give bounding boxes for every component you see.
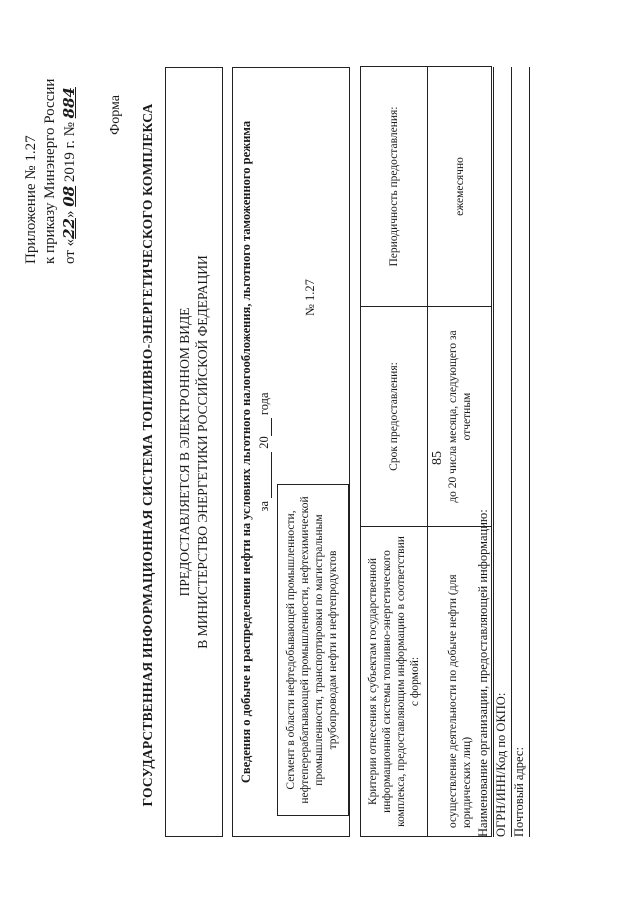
main-title: ГОСУДАРСТВЕННАЯ ИНФОРМАЦИОННАЯ СИСТЕМА ТОПЛИВНО-ЭНЕРГЕТИЧЕСКОГО КОМПЛЕКСА bbox=[140, 103, 155, 807]
deadline-value: до 20 числа месяца, следующего за отчетным bbox=[428, 307, 492, 527]
criteria-table bbox=[360, 66, 492, 837]
period-year-blank bbox=[259, 418, 272, 436]
segment-cell bbox=[277, 484, 349, 816]
frequency-header: Периодичность предоставления: bbox=[361, 67, 428, 307]
frequency-value: ежемесячно bbox=[428, 67, 492, 307]
report-info-box bbox=[232, 67, 350, 837]
criteria-header: Критерии отнесения к субъектам государственной информационной системы топливно-энергетического комплекса, предоставляющим информацию в соответствии с формой: bbox=[361, 527, 428, 837]
order-number: 884 bbox=[60, 87, 78, 119]
date-mid: » bbox=[62, 206, 78, 219]
annex-order: к приказу Минэнерго России bbox=[42, 78, 58, 264]
address-line: Почтовый адрес: bbox=[512, 67, 530, 837]
date-prefix: от « bbox=[62, 238, 78, 264]
submission-box bbox=[165, 67, 223, 837]
page-number: 85 bbox=[430, 451, 445, 465]
date-month: 08 bbox=[60, 185, 78, 207]
period-prefix: за bbox=[257, 501, 271, 512]
submission-line-2: В МИНИСТЕРСТВО ЭНЕРГЕТИКИ РОССИЙСКОЙ ФЕДЕРАЦИИ bbox=[195, 255, 210, 649]
period-month-blank bbox=[259, 452, 272, 498]
period-suffix: года bbox=[257, 392, 271, 416]
deadline-header: Срок предоставления: bbox=[361, 307, 428, 527]
annex-block bbox=[22, 34, 80, 264]
annex-date bbox=[60, 34, 80, 264]
annex-title: Приложение № 1.27 bbox=[23, 135, 39, 264]
segment-text: Сегмент в области нефтедобывающей промышленности, нефтеперерабатывающей промышленности, нефтехимической промышленности, транспортировки по магистральным трубопроводам нефти и нефтепродуктов bbox=[285, 496, 339, 804]
date-number-prefix: г. № bbox=[62, 118, 78, 153]
organization-name-line: Наименование организации, предоставляющей информацию: bbox=[476, 67, 494, 837]
ogrn-line: ОГРН/ИНН/Код по ОКПО: bbox=[494, 67, 512, 837]
report-title: Сведения о добыче и распределении нефти на условиях льготного налогообложения, льготного таможенного режима bbox=[239, 120, 253, 784]
date-day: 22 bbox=[60, 218, 78, 239]
criteria-value: осуществление деятельности по добыче нефти (для юридических лиц) bbox=[428, 527, 492, 837]
form-number: № 1.27 bbox=[303, 279, 317, 316]
report-period bbox=[257, 68, 272, 836]
form-label: Форма bbox=[108, 95, 123, 135]
period-year-prefix: 20 bbox=[257, 436, 271, 449]
submission-line-1: ПРЕДОСТАВЛЯЕТСЯ В ЭЛЕКТРОННОМ ВИДЕ bbox=[177, 307, 192, 597]
criteria-header-row bbox=[361, 67, 428, 837]
date-year: 2019 bbox=[62, 152, 78, 186]
